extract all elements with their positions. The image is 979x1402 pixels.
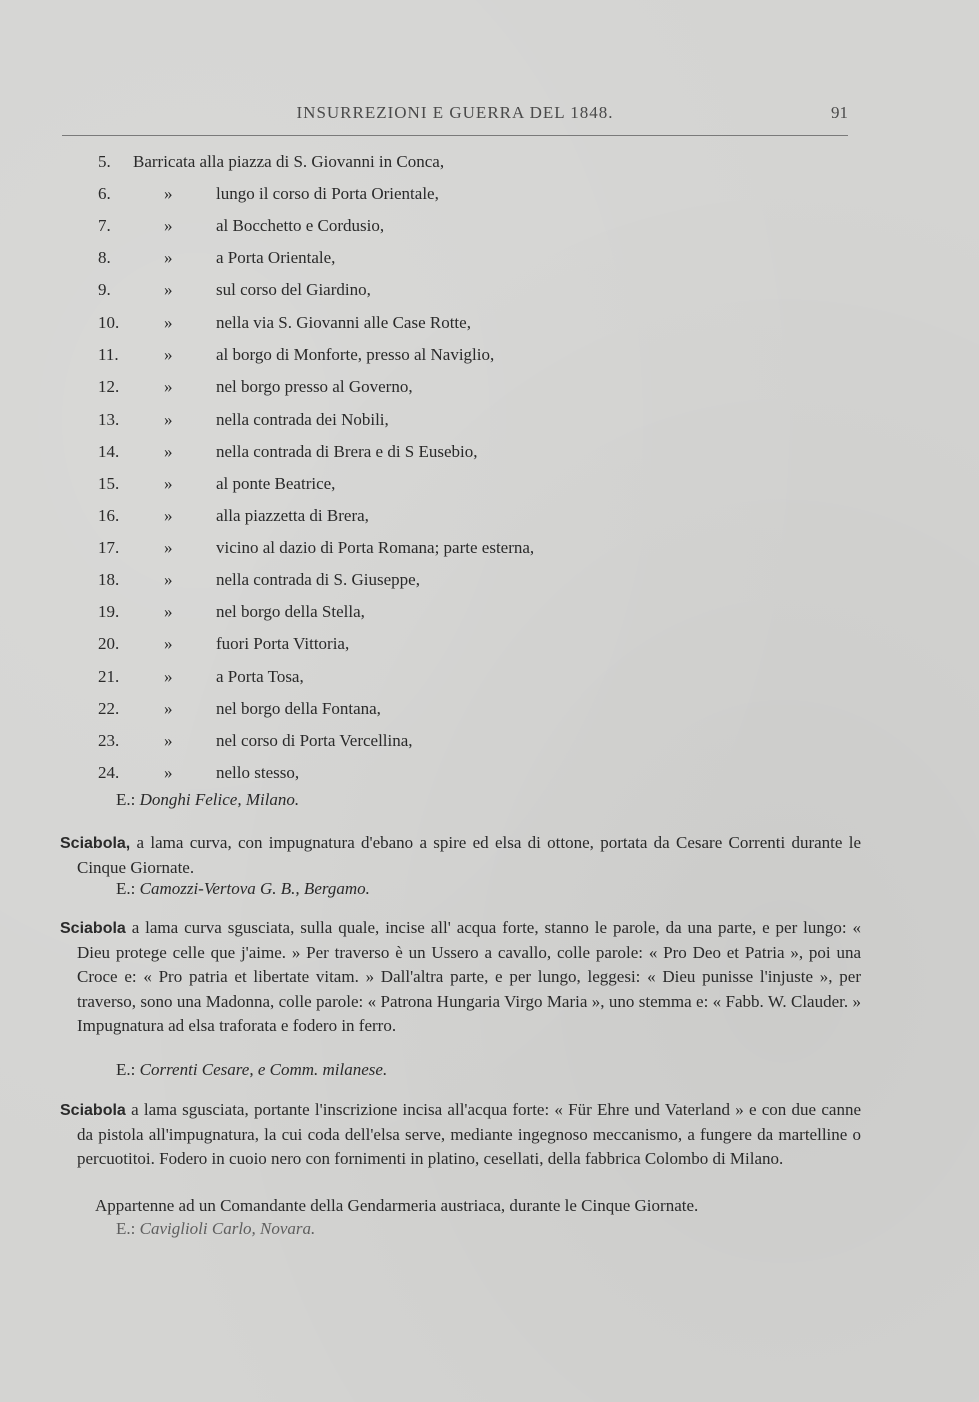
list-exhibitor	[116, 790, 299, 810]
item-number: 13.	[98, 410, 120, 429]
item-number: 16.	[98, 506, 120, 525]
item-number: 9.	[98, 280, 111, 299]
item-text: Barricata alla piazza di S. Giovanni in Conca,	[133, 152, 445, 171]
ditto-mark: »	[164, 248, 173, 267]
entry-title: Sciabola	[60, 920, 126, 937]
ditto-mark: »	[164, 474, 173, 493]
exhibitor-prefix: E.:	[116, 879, 136, 898]
item-text: vicino al dazio di Porta Romana; parte esterna,	[216, 538, 535, 557]
running-header	[62, 103, 848, 129]
header-title: INSURREZIONI E GUERRA DEL 1848.	[296, 103, 614, 122]
item-number: 6.	[98, 184, 111, 203]
exhibitor-prefix: E.:	[116, 1060, 136, 1079]
item-text: nella contrada dei Nobili,	[216, 410, 389, 429]
exhibitor-name: Camozzi-Vertova G. B., Bergamo.	[139, 879, 370, 898]
entry-body: a lama curva sgusciata, sulla quale, incise all' acqua forte, stanno le parole, da una parte, e per lungo: « Dieu protege celle que j'aime. » Per traverso è un Ussero a cavallo, colle parole: « Pro Deo et Patria », poi una Croce e: « Pro patria et libertate vitam. » Dall'altra parte, e per lungo, leggesi: « Dieu punisse l'injuste », per traverso, sono una Madonna, colle parole: « Patrona Hungaria Virgo Maria », uno stemma e: « Fabb. W. Clauder. » Impugnatura ad elsa traforata e fodero in ferro.	[77, 918, 861, 1035]
ditto-mark: »	[164, 667, 173, 686]
item-text: nella contrada di Brera e di S Eusebio,	[216, 442, 478, 461]
item-number: 7.	[98, 216, 111, 235]
exhibitor-prefix: E.:	[116, 1219, 136, 1238]
item-number: 22.	[98, 699, 120, 718]
header-rule	[62, 135, 848, 136]
item-text: a Porta Tosa,	[216, 667, 304, 686]
item-number: 15.	[98, 474, 120, 493]
ditto-mark: »	[164, 731, 173, 750]
item-number: 5.	[98, 152, 111, 171]
item-text: al Bocchetto e Cordusio,	[216, 216, 385, 235]
item-number: 8.	[98, 248, 111, 267]
exhibitor-name: Donghi Felice, Milano.	[139, 790, 300, 809]
entry-body: a lama curva, con impugnatura d'ebano a spire ed elsa di ottone, portata da Cesare Correnti durante le Cinque Giornate.	[77, 833, 862, 878]
ditto-mark: »	[164, 377, 173, 396]
item-text: sul corso del Giardino,	[216, 280, 371, 299]
ditto-mark: »	[164, 410, 173, 429]
entry-extra: Appartenne ad un Comandante della Gendarmeria austriaca, durante le Cinque Giornate.	[95, 1196, 699, 1215]
entry-exhibitor	[116, 1219, 315, 1239]
item-text: nel borgo presso al Governo,	[216, 377, 413, 396]
item-text: nello stesso,	[216, 763, 300, 782]
entry-note	[95, 1194, 847, 1218]
ditto-mark: »	[164, 184, 173, 203]
item-text: al ponte Beatrice,	[216, 474, 336, 493]
item-number: 24.	[98, 763, 120, 782]
exhibitor-prefix: E.:	[116, 790, 136, 809]
catalog-entry	[60, 831, 861, 880]
ditto-mark: »	[164, 313, 173, 332]
entry-title: Sciabola,	[60, 835, 131, 852]
ditto-mark: »	[164, 763, 173, 782]
ditto-mark: »	[164, 216, 173, 235]
entry-body: a lama sgusciata, portante l'inscrizione incisa all'acqua forte: « Für Ehre und Vaterland » e con due canne da pistola all'impugnatura, la cui coda dell'elsa serve, mediante ingegnoso meccanismo, a fungere da martelline o percuotitoi. Fodero in cuoio nero con fornimenti in platino, cesellati, della fabbrica Colombo di Milano.	[77, 1100, 861, 1169]
ditto-mark: »	[164, 699, 173, 718]
ditto-mark: »	[164, 634, 173, 653]
item-number: 17.	[98, 538, 120, 557]
item-number: 21.	[98, 667, 120, 686]
entry-exhibitor	[116, 879, 370, 899]
page-number: 91	[831, 103, 848, 122]
item-text: lungo il corso di Porta Orientale,	[216, 184, 439, 203]
item-number: 20.	[98, 634, 120, 653]
item-text: nella contrada di S. Giuseppe,	[216, 570, 420, 589]
exhibitor-name: Correnti Cesare, e Comm. milanese.	[139, 1060, 388, 1079]
item-text: nel borgo della Stella,	[216, 602, 365, 621]
item-text: fuori Porta Vittoria,	[216, 634, 350, 653]
item-text: alla piazzetta di Brera,	[216, 506, 369, 525]
item-number: 10.	[98, 313, 120, 332]
item-number: 14.	[98, 442, 120, 461]
entry-exhibitor	[116, 1060, 387, 1080]
ditto-mark: »	[164, 442, 173, 461]
item-text: a Porta Orientale,	[216, 248, 336, 267]
entry-title: Sciabola	[60, 1102, 126, 1119]
ditto-mark: »	[164, 506, 173, 525]
item-text: nella via S. Giovanni alle Case Rotte,	[216, 313, 471, 332]
exhibitor-name: Caviglioli Carlo, Novara.	[139, 1219, 316, 1238]
item-text: nel corso di Porta Vercellina,	[216, 731, 413, 750]
item-number: 18.	[98, 570, 120, 589]
item-number: 23.	[98, 731, 120, 750]
item-number: 11.	[98, 345, 119, 364]
ditto-mark: »	[164, 602, 173, 621]
item-number: 12.	[98, 377, 120, 396]
catalog-entry	[60, 1098, 861, 1172]
ditto-mark: »	[164, 538, 173, 557]
catalog-entry	[60, 916, 861, 1038]
ditto-mark: »	[164, 345, 173, 364]
item-number: 19.	[98, 602, 120, 621]
ditto-mark: »	[164, 280, 173, 299]
ditto-mark: »	[164, 570, 173, 589]
item-text: al borgo di Monforte, presso al Naviglio,	[216, 345, 495, 364]
item-text: nel borgo della Fontana,	[216, 699, 381, 718]
